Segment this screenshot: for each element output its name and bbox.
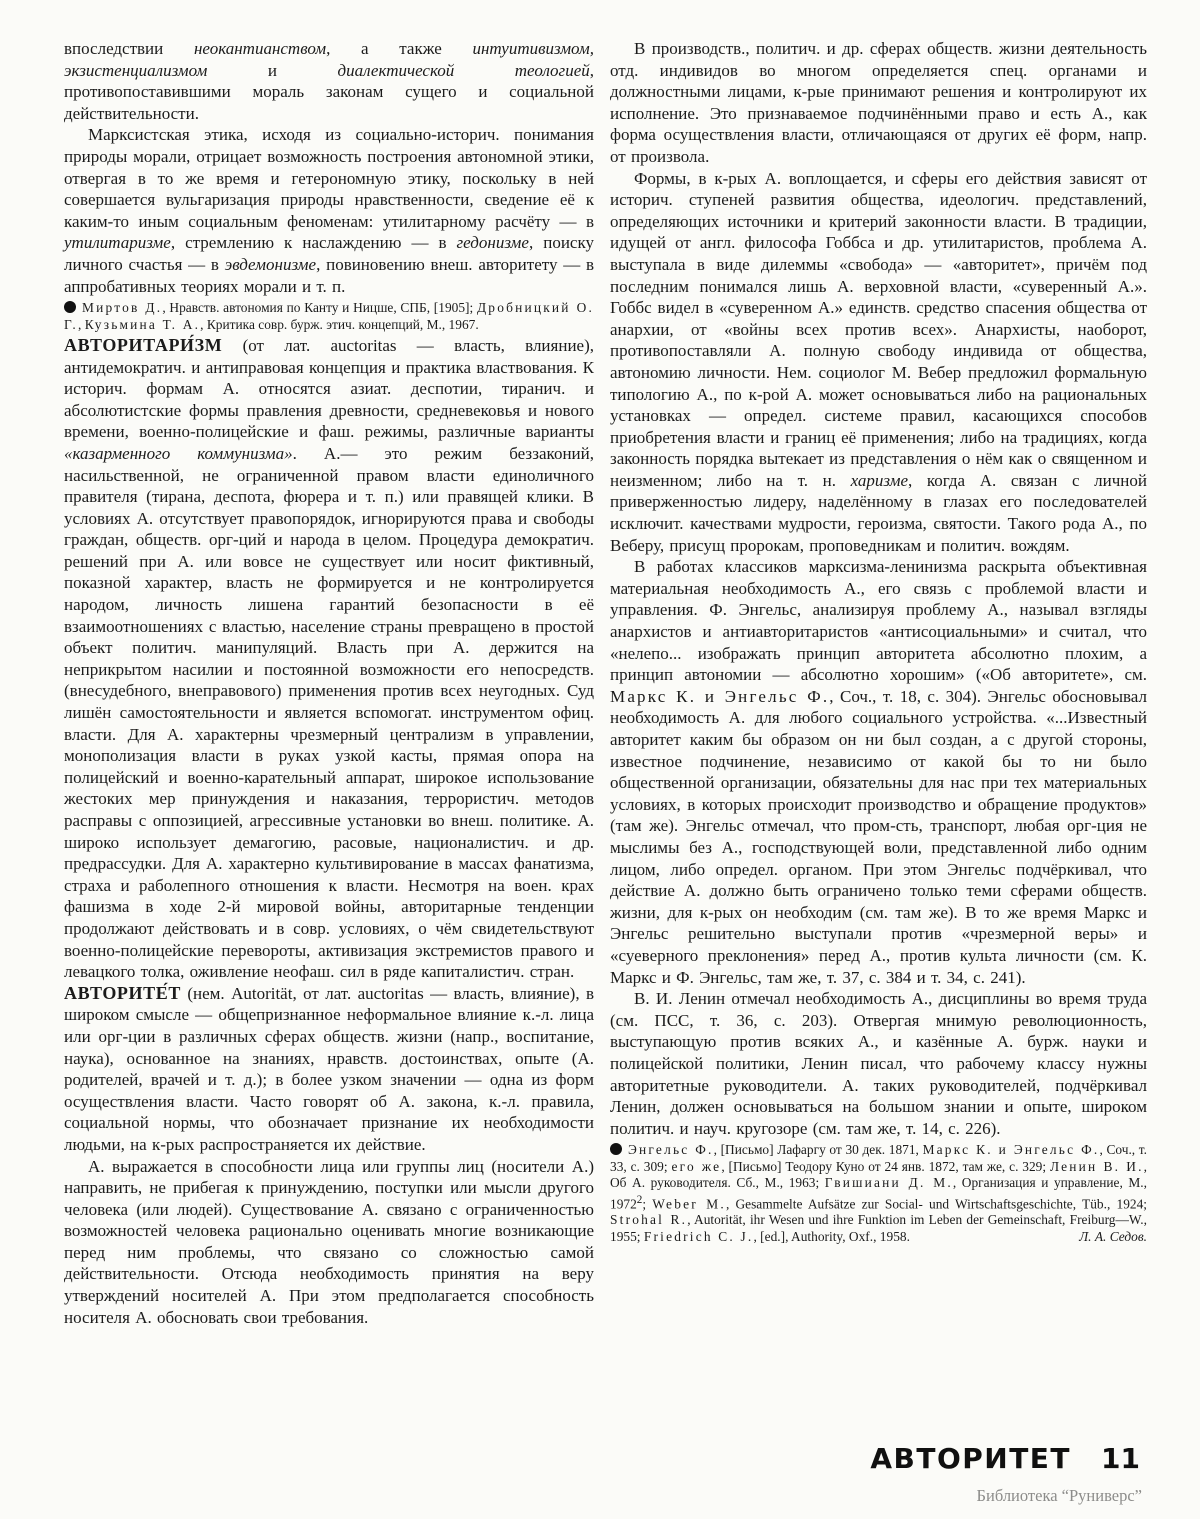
text-run: гедонизме <box>456 233 529 253</box>
paragraph <box>64 335 594 983</box>
text-run: и <box>207 60 338 80</box>
text-run: . А.— это режим беззаконий, насильственной, не ограниченной правом власти единоличного правителя (тирана, деспота, фюрера и т. п.) или правящей клики. В условиях А. отсутствует правопорядок, игнорируются права и свободы граждан, обществ. орг-ций и народа в целом. Процедура демократич. решений при А. или вовсе не существует или носит фиктивный, показной характер, власть не формируется и не контролируется народом, личность лишена гарантий безопасности в её взаимоотношениях с властью, население страны превращено в простой объект политич. манипуляций. Власть при А. держится на неприкрытом насилии и постоянной возможности его непосредств. (внесудебного, внеправового) применения против всех неугодных. Суд лишён самостоятельности и является вспомогат. инструментом офиц. власти. Для А. характерны чрезмерный централизм в управлении, монополизация власти в руках узкой касты, прямая опора на полицейский и военно-карательный аппарат, широкое использование жестоких мер принуждения и наказания, террористич. методов расправы с оппозицией, агрессивные установки во внеш. политике. А. широко использует демагогию, расовые, националистич. и др. предрассудки. Для А. характерно культивирование в массах фанатизма, страха и раболепного отношения к власти. Несмотря на воен. крах фашизма в ходе 2-й мировой войны, авторитарные тенденции продолжают действовать и в совр. условиях, о чём свидетельствуют военно-полицейские перевороты, активизация экстремистов правого и левацкого толка, оживление неофаш. сил в ряде капиталистич. стран. <box>64 443 594 982</box>
text-run: Л. А. Седов. <box>1079 1228 1147 1244</box>
text-run: , <box>77 316 85 332</box>
bibliography-paragraph <box>610 1142 1147 1245</box>
text-run: Формы, в к-рых А. воплощается, и сферы его действия зависят от историч. ступеней развития общества, идеологич. представлений, определяющих источники и критерий законности власти. В традиции, идущей от англ. философа Гоббса и др. утилитаристов, проблема А. выступала в виде дилеммы «свобода» — «авторитет», причём под последним понимался лишь А. верховной власти, «суверенный А.». Гоббс видел в «суверенном А.» единств. средство спасения общества от анархии, от «войны всех против всех». Анархисты, наоборот, противопоставляли А. полную свободу индивида от общества, автономию личности. Нем. социолог М. Вебер предложил формальную типологию А., по к-рой А. может основываться либо на рациональных установках — определ. системе правил, касающихся способов приобретения власти и границ её применения; либо на традициях, когда законность порядка вытекает из представления о нём как о священном и неизменном; либо на т. н. <box>610 168 1147 490</box>
text-run: (от лат. auctoritas — власть, влияние), антидемократич. и антиправовая концепция и практика властвования. К историч. формам А. относятся азиат. деспотии, тиранич. и абсолютистские формы правления древности, средневековья и нового времени, военно-полицейские и фаш. режимы, различные варианты <box>64 335 594 442</box>
paragraph <box>610 168 1147 557</box>
text-run: Маркс К. и Энгельс Ф. <box>922 1142 1100 1158</box>
text-run: , Организация и управление, М., 1972 <box>610 1175 1147 1211</box>
text-run: , поиску личного счастья — в <box>64 233 594 274</box>
text-run: , Gesammelte Aufsätze zur Social- und Wirtschaftsgeschichte, Tüb., 1924; <box>725 1195 1147 1211</box>
column-right <box>610 38 1147 1247</box>
running-head <box>870 1442 1140 1475</box>
text-run: эвдемонизме <box>224 254 317 274</box>
text-run: 2 <box>636 1193 643 1206</box>
text-run: интуитивизмом, экзистенциализмом <box>64 39 594 80</box>
text-run: харизме <box>850 470 909 490</box>
text-run: , а также <box>326 39 473 58</box>
paragraph <box>64 983 594 1156</box>
text-run: его же <box>671 1158 722 1174</box>
text-run: Friedrich C. J. <box>643 1228 754 1244</box>
text-run: (нем. Autorität, от лат. auctoritas — власть, влияние), в широком смысле — общепризнанное неформальное влияние к.-л. лица или орг-ции в различных сферах обществ. жизни (напр., воспитание, наука), основанное на знаниях, нравств. достоинствах, опыте (А. родителей, врачей и т. д.); в более узком значении — одна из форм осуществления власти. Часто говорят об А. закона, к.-л. правила, социальной нормы, что обозначает признание их необходимости людьми, на к-рых распространяется их действие. <box>64 983 594 1154</box>
text-run: В производств., политич. и др. сферах обществ. жизни деятельность отд. индивидов во многом определяется спец. органами и должностными лицами, к-рые принимают решения и контролируют их исполнение. Это признаваемое подчинёнными право и есть А., как форма осуществления власти, отличающаяся от других её форм, напр. от произвола. <box>610 39 1147 166</box>
page-number: 11 <box>1101 1442 1140 1475</box>
text-run: Кузьмина Т. А. <box>84 316 201 332</box>
paragraph <box>64 38 594 124</box>
text-run: Дробницкий О. Г. <box>64 300 594 332</box>
text-run: , Autorität, ihr Wesen und ihre Funktion im Leben der Gemeinschaft, Freiburg—W., 1955; <box>610 1212 1147 1244</box>
paragraph <box>610 556 1147 988</box>
text-run: , стремлению к наслаждению — в <box>170 233 457 253</box>
text-run: , повиновению внеш. авторитету — в аппробативных теориях морали и т. п. <box>64 254 594 296</box>
text-run: В. И. Ленин отмечал необходимость А., дисциплины во время труда (см. ПСС, т. 36, с. 203). Отвергая мнимую революционность, выступающую против всяких А., и казённые А. бурж. науки и полицейской политики, Ленин писал, что рабочему классу нужны авторитетные руководители. А. таких руководителей, подчёркивал Ленин, должен основываться на большом знании и опыте, широком политич. и науч. кругозоре (см. там же, т. 14, с. 226). <box>610 989 1147 1138</box>
text-run: Энгельс Ф. <box>628 1142 714 1158</box>
paragraph <box>610 38 1147 168</box>
text-run: , Об А. руководителя. Сб., М., 1963; <box>610 1158 1147 1191</box>
text-run: утилитаризме <box>64 233 171 253</box>
text-run: В работах классиков марксизма-ленинизма раскрыта объективная материальная необходимость А., его связь с проблемой власти и управления. Ф. Энгельс, анализируя проблему А., называл взгляды анархистов и антиавторитаристов «антисоциальными» и считал, что «нелепо... изображать принцип авторитета абсолютно плохим, а принцип автономии — абсолютно хорошим» («Об авторитете», см. <box>610 557 1147 685</box>
column-left <box>64 38 594 1328</box>
text-run: «казарменного коммунизма» <box>64 443 293 463</box>
text-run: Миртов Д. <box>82 300 163 316</box>
text-run: Ленин В. И. <box>1049 1158 1144 1174</box>
bibliography-paragraph <box>64 300 594 333</box>
text-run: , Соч., т. 33, с. 309; <box>610 1142 1148 1174</box>
text-run: диалектической теологией <box>337 60 590 80</box>
article-headword: АВТОРИТАРИ́ЗМ <box>64 334 223 355</box>
paragraph <box>64 124 594 297</box>
text-run: , противопоставившими мораль законам сущего и социальной действительности. <box>64 60 594 123</box>
text-run: , когда А. связан с личной приверженностью лидеру, наделённому в глазах его последователей исключит. качествами мудрости, героизма, святости. Такого рода А., по Веберу, присущ пророкам, проповедникам и политич. вождям. <box>610 470 1147 555</box>
text-run: Марксистская этика, исходя из социально-историч. понимания природы морали, отрицает возможность построения автономной этики, отвергая в то же время и гетерономную этику, поскольку в ней совершается вульгаризация природы нравственности, сведение её к каким-то иным социальным феноменам: утилитарному расчёту — в <box>64 125 594 231</box>
article-headword: АВТОРИТЕ́Т <box>64 982 181 1003</box>
text-run: , Критика совр. бурж. этич. концепций, М., 1967. <box>200 316 479 332</box>
running-head-word: АВТОРИТЕТ <box>870 1442 1072 1475</box>
text-run: неокантианством <box>193 39 327 58</box>
text-run: Strohal R. <box>610 1212 688 1228</box>
text-run: , [Письмо] Лафаргу от 30 дек. 1871, <box>713 1142 923 1158</box>
paragraph <box>610 988 1147 1139</box>
text-run: Маркс К. и Энгельс Ф. <box>610 686 830 706</box>
text-run: впоследствии <box>64 39 194 58</box>
text-run: А. выражается в способности лица или группы лиц (носители А.) направить, не прибегая к принуждению, поступки или мысли другого человека (или людей). Существование А. связано с ограниченностью возможностей человека рационально оценивать многие возникающие перед ним проблемы, что связано со сложностью самой действительности. Отсюда необходимость принятия на веру утверждений носителей А. При этом предполагается способность носителя А. обосновать свои требования. <box>64 1156 594 1327</box>
paragraph <box>64 1156 594 1329</box>
text-run: , [ed.], Authority, Oxf., 1958. <box>753 1228 910 1244</box>
library-watermark: Библиотека “Руниверс” <box>976 1486 1142 1505</box>
bibliography-bullet-icon <box>610 1143 622 1155</box>
text-run: ; <box>642 1195 653 1211</box>
text-run: , Нравств. автономия по Канту и Ницше, СПБ, [1905]; <box>162 300 477 316</box>
text-run: , [Письмо] Теодору Куно от 24 янв. 1872, там же, с. 329; <box>721 1158 1050 1174</box>
text-run: , Соч., т. 18, с. 304). Энгельс обосновывал необходимость А. для любого социального устройства. «...Известный авторитет каким бы образом он ни был создан, а с другой стороны, известное подчинение, независимо от какой бы то ни было общественной организации, обязательны для нас при тех материальных условиях, в которых происходит производство и обращение продуктов» (там же). Энгельс отмечал, что пром-сть, транспорт, любая орг-ция не мыслимы без А., господствующей воли, представленной либо одним лицом, либо определ. органом. При этом Энгельс подчёркивал, что действие А. должно быть ограничено только теми сферами обществ. жизни, для к-рых он необходим (см. там же). В то же время Маркс и Энгельс решительно выступали против «чрезмерной веры» и «суеверного преклонения» перед А., против культа личности (см. К. Маркс и Ф. Энгельс, там же, т. 37, с. 384 и т. 34, с. 241). <box>610 686 1147 987</box>
text-run: Weber M. <box>652 1195 726 1211</box>
bibliography-bullet-icon <box>64 301 76 313</box>
text-run: Гвишиани Д. М. <box>824 1175 953 1191</box>
